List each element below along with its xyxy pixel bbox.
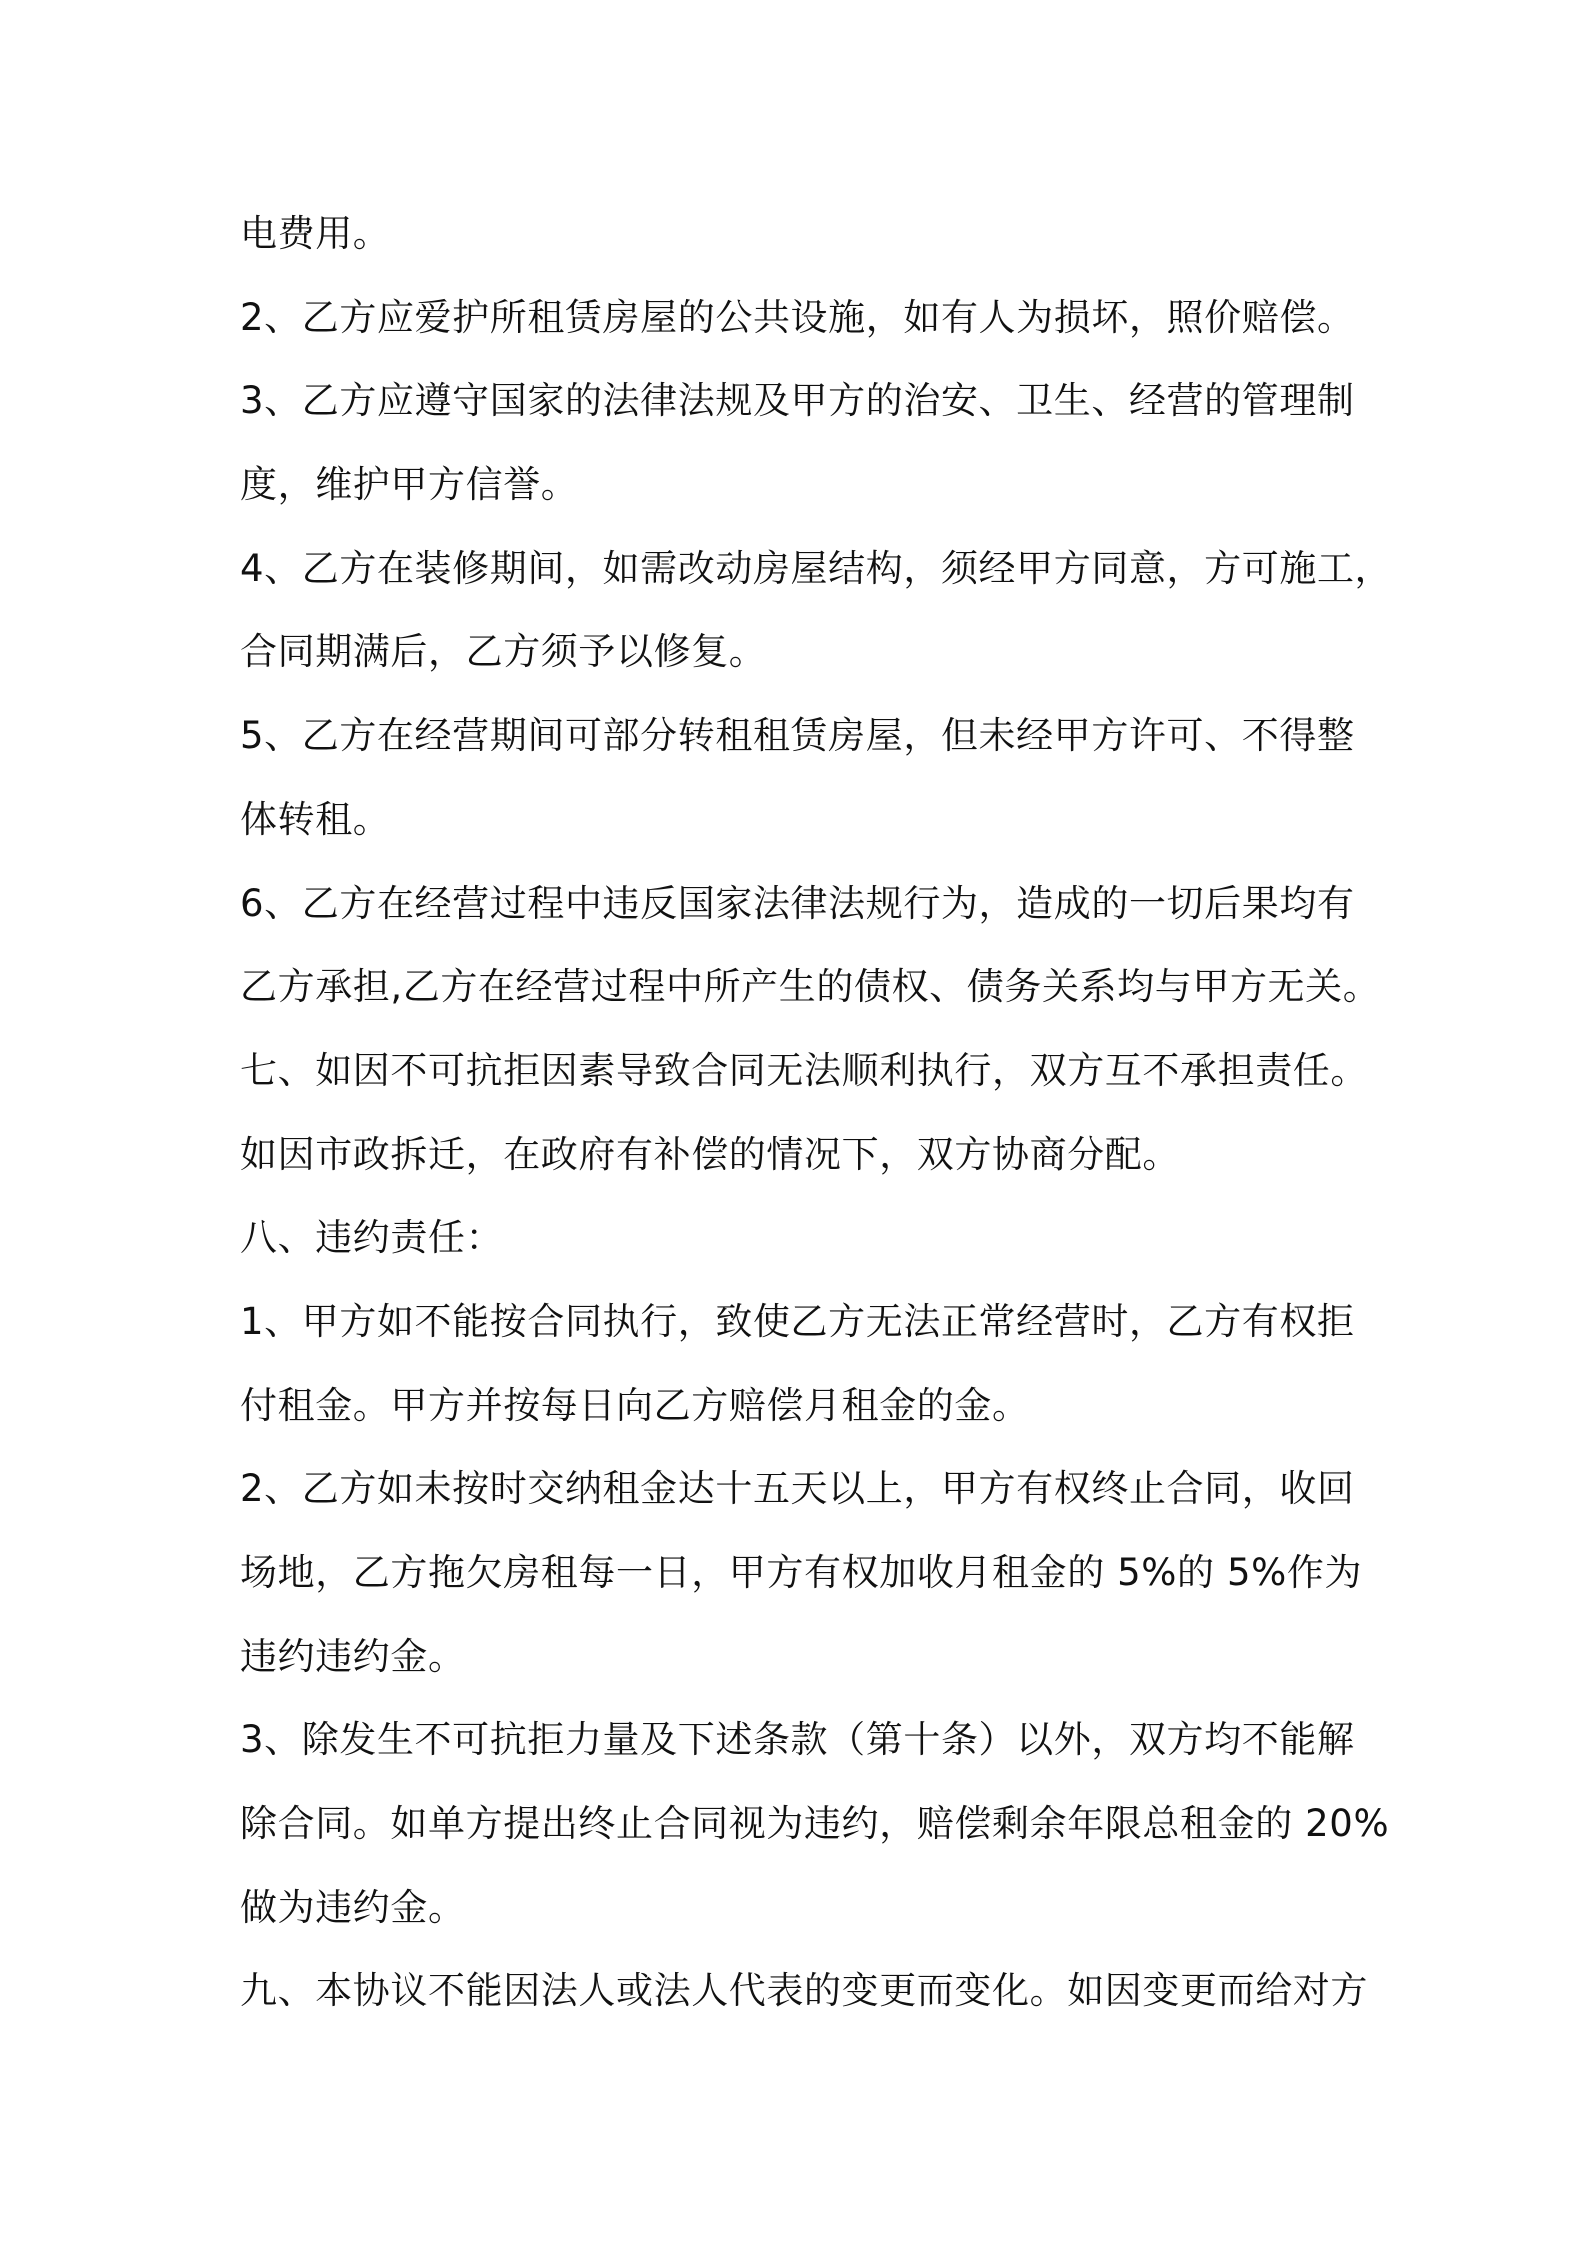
text-line: 6、乙方在经营过程中违反国家法律法规行为，造成的一切后果均有: [240, 881, 1355, 925]
text-line: 2、乙方应爱护所租赁房屋的公共设施，如有人为损坏，照价赔偿。: [240, 295, 1355, 339]
text-line: 3、除发生不可抗拒力量及下述条款（第十条）以外，双方均不能解: [240, 1718, 1355, 1762]
text-line: 5、乙方在经营期间可部分转租租赁房屋，但未经甲方许可、不得整: [240, 714, 1355, 758]
text-line: 付租金。甲方并按每日向乙方赔偿月租金的金。: [240, 1383, 1030, 1427]
text-line: 场地，乙方拖欠房租每一日，甲方有权加收月租金的 5%的 5%作为: [240, 1551, 1363, 1594]
text-line: 乙方承担,乙方在经营过程中所产生的债权、债务关系均与甲方无关。: [240, 965, 1381, 1009]
text-line: 违约违约金。: [240, 1634, 466, 1678]
text-line: 2、乙方如未按时交纳租金达十五天以上，甲方有权终止合同，收回: [240, 1467, 1355, 1511]
text-line: 3、乙方应遵守国家的法律法规及甲方的治安、卫生、经营的管理制: [240, 379, 1355, 423]
document-body: [240, 192, 1393, 2033]
text-line: 九、本协议不能因法人或法人代表的变更而变化。如因变更而给对方: [240, 1969, 1368, 2013]
text-line: 4、乙方在装修期间，如需改动房屋结构，须经甲方同意，方可施工，: [240, 546, 1393, 590]
text-line: 做为违约金。: [240, 1885, 466, 1929]
text-line: 合同期满后，乙方须予以修复。: [240, 630, 767, 674]
text-line: 七、如因不可抗拒因素导致合同无法顺利执行，双方互不承担责任。: [240, 1048, 1368, 1092]
text-line: 1、甲方如不能按合同执行，致使乙方无法正常经营时，乙方有权拒: [240, 1299, 1355, 1343]
text-line: 体转租。: [240, 797, 391, 841]
section-heading: 八、违约责任：: [240, 1216, 504, 1260]
text-line: 如因市政拆迁，在政府有补偿的情况下，双方协商分配。: [240, 1132, 1180, 1176]
text-line: 电费用。: [240, 212, 391, 255]
text-line: 除合同。如单方提出终止合同视为违约，赔偿剩余年限总租金的 20%: [240, 1802, 1390, 1846]
text-line: 度，维护甲方信誉。: [240, 463, 579, 507]
